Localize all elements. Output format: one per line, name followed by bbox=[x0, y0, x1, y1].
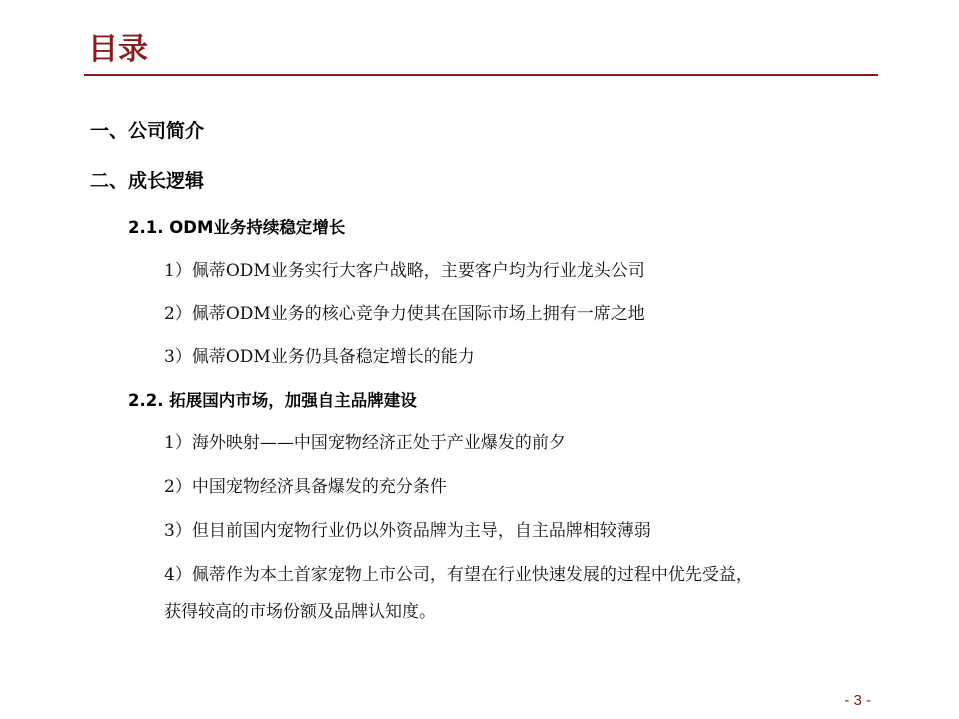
toc-item: 1）佩蒂ODM业务实行大客户战略，主要客户均为行业龙头公司 bbox=[164, 261, 645, 281]
toc-subsection-2-1: 2.1. ODM业务持续稳定增长 bbox=[128, 218, 346, 237]
toc-item: 1）海外映射——中国宠物经济正处于产业爆发的前夕 bbox=[164, 433, 566, 453]
toc-section-2: 二、成长逻辑 bbox=[90, 170, 205, 192]
toc-item: 3）但目前国内宠物行业仍以外资品牌为主导，自主品牌相较薄弱 bbox=[164, 521, 651, 541]
toc-item: 2）中国宠物经济具备爆发的充分条件 bbox=[164, 477, 447, 497]
page-title: 目录 bbox=[88, 32, 148, 67]
toc-section-1: 一、公司简介 bbox=[90, 120, 205, 142]
page-number: - 3 - bbox=[844, 692, 871, 709]
toc-item-continuation: 获得较高的市场份额及品牌认知度。 bbox=[164, 602, 436, 622]
toc-item: 3）佩蒂ODM业务仍具备稳定增长的能力 bbox=[164, 347, 475, 367]
toc-item: 4）佩蒂作为本土首家宠物上市公司，有望在行业快速发展的过程中优先受益， bbox=[164, 565, 753, 585]
toc-subsection-2-2: 2.2. 拓展国内市场，加强自主品牌建设 bbox=[128, 391, 417, 410]
toc-item: 2）佩蒂ODM业务的核心竞争力使其在国际市场上拥有一席之地 bbox=[164, 304, 645, 324]
